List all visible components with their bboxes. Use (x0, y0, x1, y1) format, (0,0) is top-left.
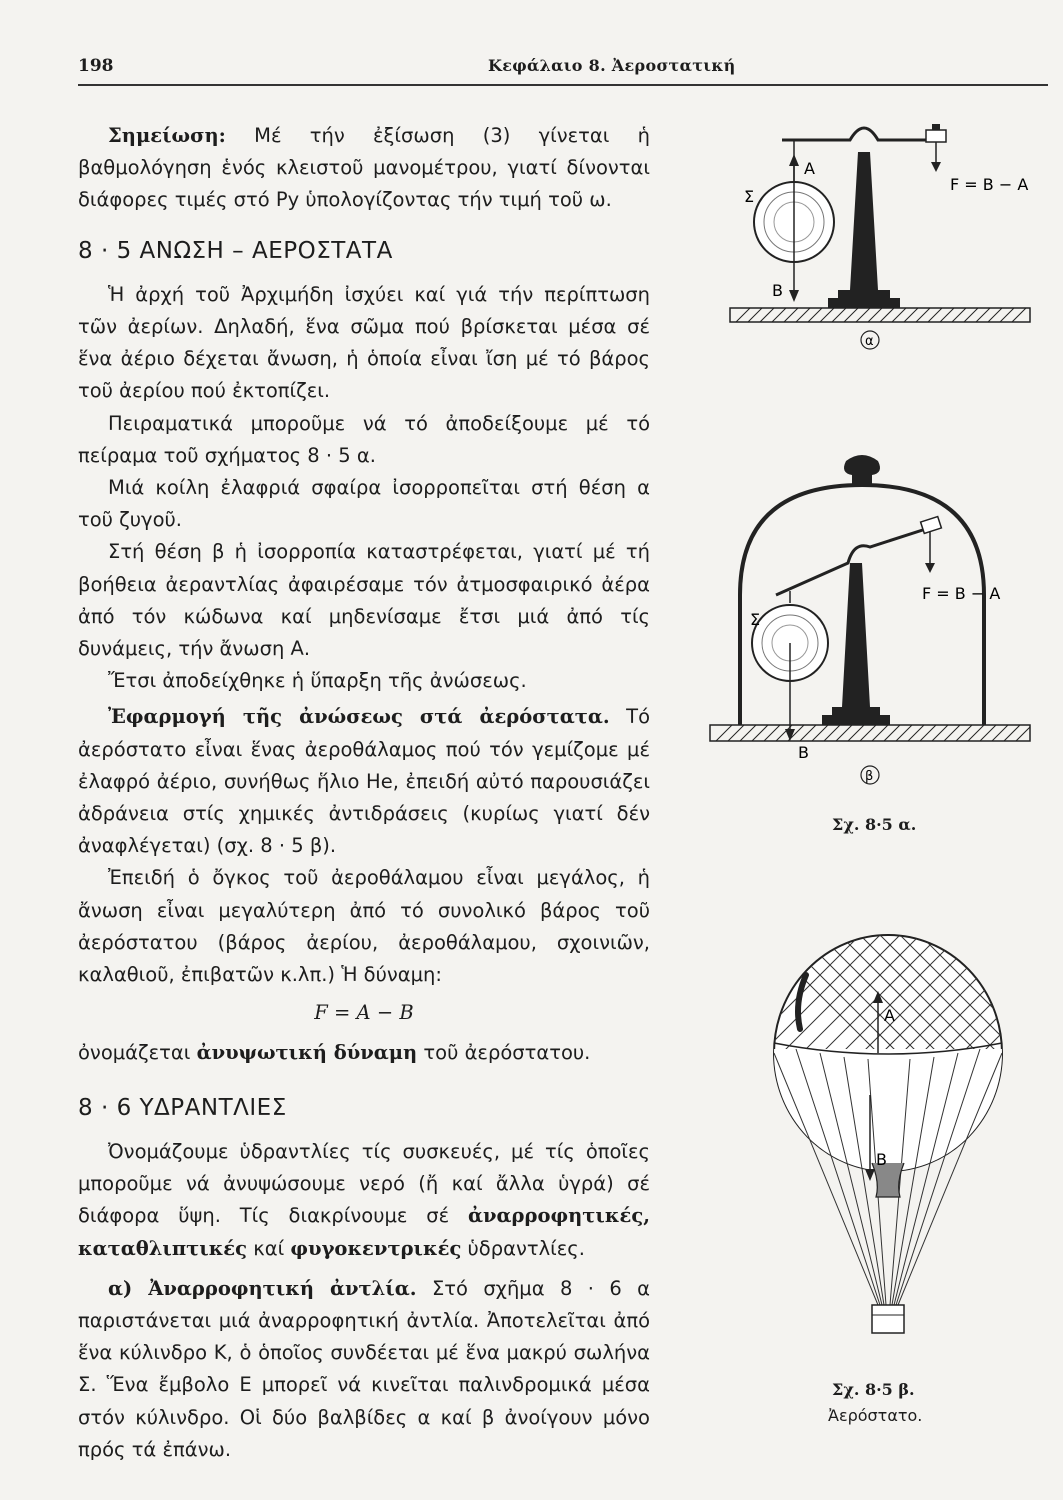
header-rule (78, 84, 1048, 86)
balance-beam (782, 128, 938, 140)
text-column (78, 120, 650, 1466)
label-sigma-beta: Σ (750, 610, 761, 629)
section-8-5-heading: 8 · 5 ΑΝΩΣΗ – ΑΕΡΟΣΤΑΤΑ (78, 237, 393, 264)
balloon-label-a: A (884, 1006, 895, 1025)
label-a: A (804, 159, 815, 178)
figure-balance-alpha (700, 110, 1050, 360)
section-8-5-p1: Ἡ ἀρχή τοῦ Ἀρχιμήδη ἰσχύει καί γιά τήν περίπτωση τῶν ἀερίων. Δηλαδή, ἕνα σῶμα πού βρίσκεται μέσα σέ ἕνα ἀέριο δέχεται ἄνωση, ἡ ὁποία εἶναι ἴση μέ τό βάρος τοῦ ἀερίου πού ἐκτοπίζει. (78, 282, 650, 403)
suction-pump-title: α) Ἀναρροφητική ἀντλία. (108, 1276, 417, 1300)
balloon-application-title: Ἐφαρμογή τῆς ἀνώσεως στά ἀερόστατα. (108, 705, 610, 729)
balloon-basket (872, 1305, 904, 1333)
section-8-5-p2: Πειραματικά μποροῦμε νά τό ἀποδείξουμε μέ τό πείραμα τοῦ σχήματος 8 · 5 α. (78, 411, 650, 467)
pump-types-bold-2: φυγοκεντρικές (290, 1236, 462, 1260)
base-hatch (730, 308, 1030, 322)
page-header (78, 56, 1048, 82)
section-8-5-p8 (78, 1037, 650, 1069)
label-b: B (772, 281, 783, 300)
section-8-6-heading: 8 · 6 ΥΔΡΑΝΤΛΙΕΣ (78, 1094, 287, 1121)
section-8-5-p5: Ἔτσι ἀποδείχθηκε ἡ ὕπαρξη τῆς ἀνώσεως. (108, 669, 527, 693)
section-8-5-p3: Μιά κοίλη ἐλαφριά σφαίρα ἰσορροπεῖται στή θέση α τοῦ ζυγοῦ. (78, 476, 650, 532)
balloon-label-b: B (876, 1150, 887, 1169)
lift-force-term: ἀνυψωτική δύναμη (196, 1041, 418, 1065)
counterweight (926, 130, 946, 142)
position-beta-label: β (865, 769, 874, 784)
balloon-application-text: Τό ἀερόστατο εἶναι ἕνας ἀεροθάλαμος πού τόν γεμίζομε μέ ἐλαφρό ἀέριο, συνήθως ἥλιο He, ἐπειδή αὐτό παρουσιάζει ἀδράνεια στίς χημικές ἀντιδράσεις (κυρίως γιατί δέν ἀναφλέγεται) (σχ. 8 · 5 β). (78, 705, 650, 858)
running-title: Κεφάλαιο 8. Ἀεροστατική (488, 56, 736, 75)
section-8-5-p6 (78, 701, 650, 862)
figure-balance-beta (700, 445, 1050, 795)
label-b-beta: B (798, 743, 809, 762)
pumps-and: καί (247, 1236, 291, 1260)
section-8-6-p1 (78, 1136, 650, 1265)
caption-fig-8-5b: Σχ. 8·5 β. (832, 1380, 915, 1399)
note-paragraph (78, 120, 650, 217)
note-label: Σημείωση: (108, 124, 226, 147)
pumps-end: ὑδραντλίες. (461, 1236, 585, 1260)
caption-fig-8-5a: Σχ. 8·5 α. (832, 815, 917, 834)
section-8-5-p4: Στή θέση β ἡ ἰσορροπία καταστρέφεται, γιατί μέ τή βοήθεια ἀεραντλίας ἀφαιρέσαμε τόν ἀτμοσφαιρικό ἀέρα ἀπό τόν κώδωνα καί μηδενίσαμε ἔτσι μιά ἀπό τίς δυνάμεις, τήν ἄνωση Α. (78, 540, 650, 661)
pump-types-bold-1: ἀναρροφητικές, καταθλιπτικές (78, 1204, 650, 1260)
page-number: 198 (78, 56, 114, 76)
section-8-5-p7: Ἐπειδή ὁ ὄγκος τοῦ ἀεροθάλαμου εἶναι μεγάλος, ἡ ἄνωση εἶναι μεγαλύτερη ἀπό τό συνολικό βάρος τοῦ ἀερόστατου (βάρος ἀερίου, ἀεροθάλαμου, σχοινιῶν, καλαθιοῦ, ἐπιβατῶν κ.λπ.) Ἡ δύναμη: (78, 866, 650, 987)
pumps-intro: Ὀνομάζουμε ὑδραντλίες τίς συσκευές, μέ τίς ὁποῖες μποροῦμε νά ἀνυψώσουμε νερό (ἤ καί ἄλλα ὑγρά) σέ διάφορα ὕψη. Τίς διακρίνουμε σέ (78, 1139, 650, 1228)
lift-equation: F = A − B (314, 1001, 414, 1025)
p8-start: ὀνομάζεται (78, 1041, 197, 1065)
label-f: F = B − A (950, 175, 1029, 194)
balance-stand (828, 152, 900, 308)
position-alpha-label: α (865, 334, 874, 349)
label-f-beta: F = B − A (922, 584, 1001, 603)
p8-end: τοῦ ἀερόστατου. (417, 1041, 591, 1065)
caption-fig-8-5b-sub: Ἀερόστατο. (828, 1406, 923, 1425)
balance-stand-beta (822, 563, 890, 725)
counterweight-beta (921, 517, 942, 534)
bell-jar-knob (844, 455, 880, 485)
suction-pump-text: Στό σχῆμα 8 · 6 α παριστάνεται μιά ἀναρροφητική ἀντλία. Ἀποτελεῖται ἀπό ἕνα κύλινδρο Κ, ὁ ὁποῖος συνδέεται μέ ἕνα μακρύ σωλήνα Σ. Ἕνα ἔμβολο Ε μπορεῖ νά κινεῖται παλινδρομικά μέσα στόν κύλινδρο. Οἱ δύο βαλβίδες α καί β ἀνοίγουν μόνο πρός τά ἐπάνω. (78, 1276, 650, 1461)
section-8-6-p2 (78, 1273, 650, 1466)
figure-balloon (760, 925, 1020, 1415)
note-text: Μέ τήν ἐξίσωση (3) γίνεται ἡ βαθμολόγηση ἑνός κλειστοῦ μανομέτρου, γιατί δίνονται διάφορες τιμές στό Py ὑπολογίζοντας τήν τιμή τοῦ ω. (78, 124, 650, 212)
label-sigma: Σ (744, 187, 755, 206)
